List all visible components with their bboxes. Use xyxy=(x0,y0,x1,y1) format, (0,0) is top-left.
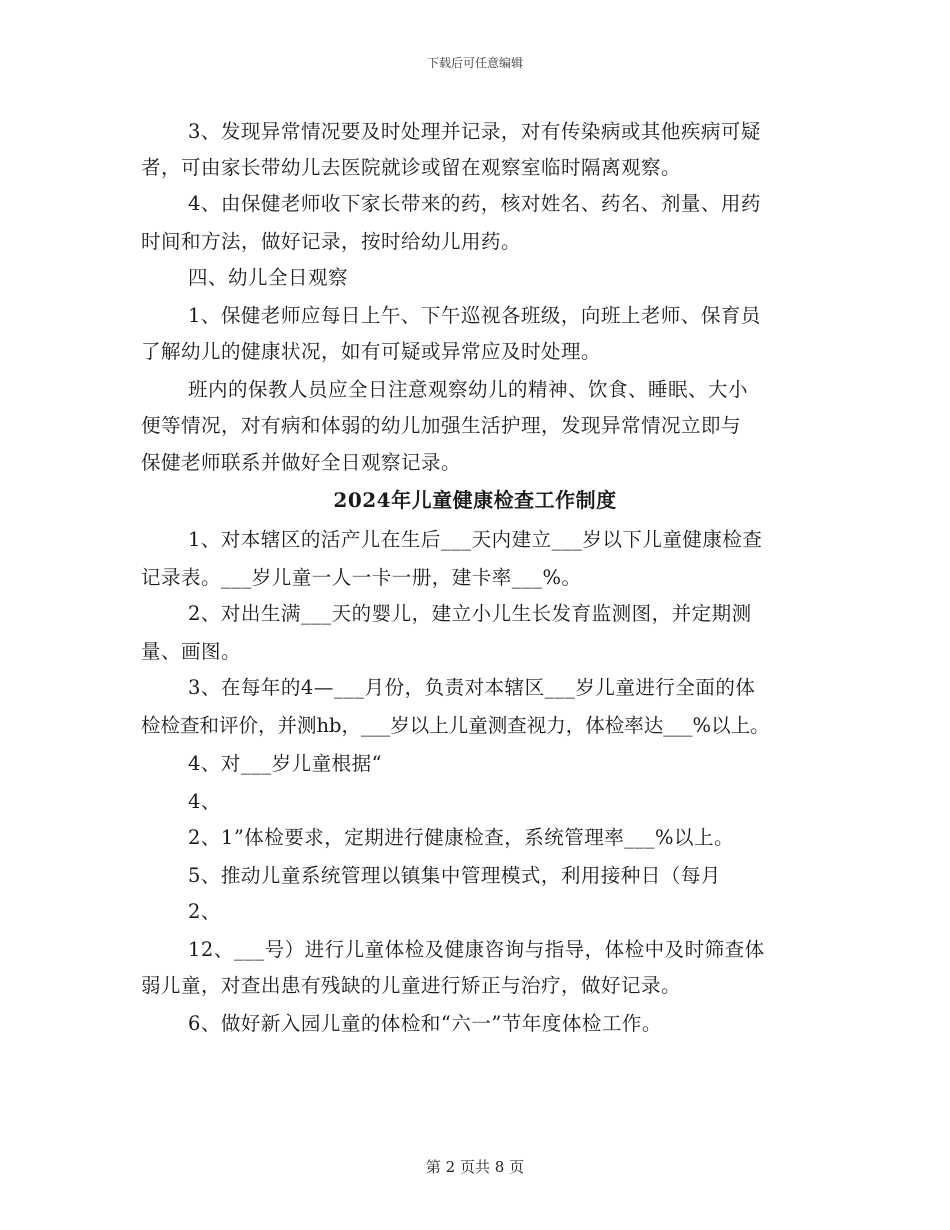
header-note: 下载后可任意编辑 xyxy=(426,56,523,70)
paragraph-line: 者，可由家长带幼儿去医院就诊或留在观察室临时隔离观察。 xyxy=(141,156,682,179)
paragraph-line: 时间和方法，做好记录，按时给幼儿用药。 xyxy=(141,230,522,253)
paragraph-line: 便等情况，对有病和体弱的幼儿加强生活护理，发现异常情况立即与 xyxy=(141,414,742,437)
paragraph-line: 4、 xyxy=(188,790,221,813)
paragraph-line: 检检查和评价，并测hb，___岁以上儿童测查视力，体检率达___%以上。 xyxy=(141,714,770,737)
paragraph-line: 4、对___岁儿童根据“ xyxy=(188,752,383,775)
paragraph-line: 班内的保教人员应全日注意观察幼儿的精神、饮食、睡眠、大小 xyxy=(188,378,749,401)
paragraph-line: 记录表。___岁儿童一人一卡一册，建卡率___%。 xyxy=(141,566,582,589)
document-title: 2024年儿童健康检查工作制度 xyxy=(333,488,617,512)
section-heading: 四、幼儿全日观察 xyxy=(188,266,349,289)
paragraph-line: 2、对出生满___天的婴儿，建立小儿生长发育监测图，并定期测 xyxy=(188,602,752,625)
paragraph-line: 5、推动儿童系统管理以镇集中管理模式，利用接种日（每月 xyxy=(188,864,721,887)
paragraph-line: 4、由保健老师收下家长带来的药，核对姓名、药名、剂量、用药 xyxy=(188,192,761,215)
paragraph-line: 2、1”体检要求，定期进行健康检查，系统管理率___%以上。 xyxy=(188,826,735,849)
paragraph-line: 3、在每年的4—___月份，负责对本辖区___岁儿童进行全面的体 xyxy=(188,676,756,699)
paragraph-line: 12、___号）进行儿童体检及健康咨询与指导，体检中及时筛查体 xyxy=(188,938,765,961)
paragraph-line: 2、 xyxy=(188,900,221,923)
paragraph-line: 6、做好新入园儿童的体检和“六一”节年度体检工作。 xyxy=(188,1012,662,1035)
paragraph-line: 1、保健老师应每日上午、下午巡视各班级，向班上老师、保育员 xyxy=(188,304,761,327)
page-footer: 第 2 页共 8 页 xyxy=(425,1158,525,1176)
paragraph-line: 1、对本辖区的活产儿在生后___天内建立___岁以下儿童健康检查 xyxy=(188,528,763,551)
paragraph-line: 量、画图。 xyxy=(141,640,242,663)
paragraph-line: 3、发现异常情况要及时处理并记录，对有传染病或其他疾病可疑 xyxy=(188,120,761,143)
paragraph-line: 了解幼儿的健康状况，如有可疑或异常应及时处理。 xyxy=(141,340,602,363)
paragraph-line: 保健老师联系并做好全日观察记录。 xyxy=(141,451,462,474)
paragraph-line: 弱儿童，对查出患有残缺的儿童进行矫正与治疗，做好记录。 xyxy=(141,974,682,997)
